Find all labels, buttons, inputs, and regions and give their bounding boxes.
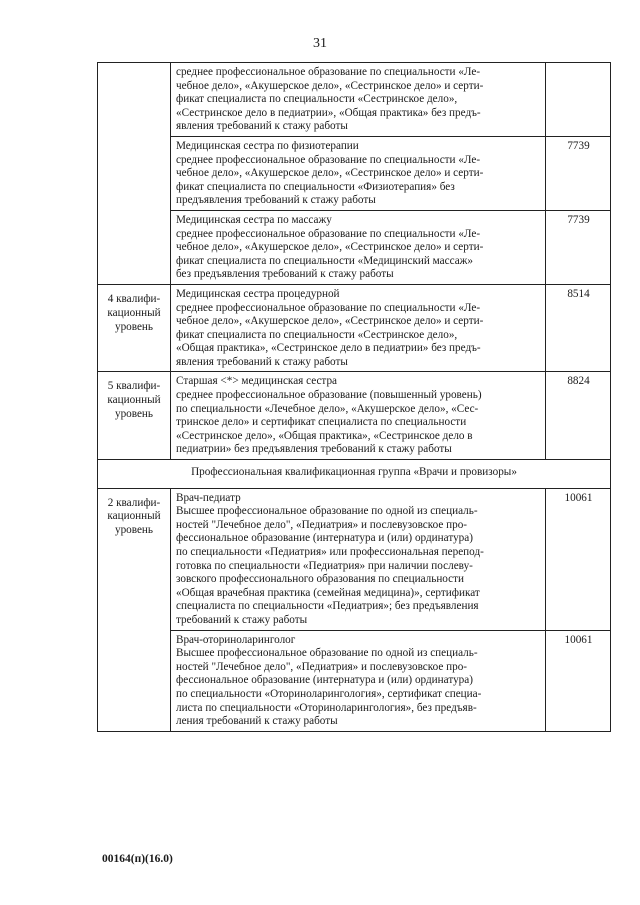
qualification-level-text: кационный — [107, 510, 161, 523]
qualification-level-text: 2 квалифи- — [107, 496, 161, 509]
description-line: готовка по специальности «Педиатрия» при наличии послеву- — [176, 559, 473, 572]
description-line: «Сестринское дело в педиатрии», «Общая практика» без предъ- — [176, 106, 481, 119]
table-row — [98, 210, 611, 284]
description-line: «Общая врачебная практика (семейная медицина)», сертификат — [176, 586, 480, 599]
group-heading-row — [98, 460, 611, 489]
description-line: фессиональное образование (интернатура и (или) ординатура) — [176, 674, 473, 687]
description-line: без предъявления требований к стажу работы — [176, 268, 394, 281]
description-line: Высшее профессиональное образование по одной из специаль- — [176, 647, 478, 660]
qualification-level-text: кационный — [107, 306, 161, 319]
description-line: среднее профессиональное образование (повышенный уровень) — [176, 389, 482, 402]
description-line: листа по специальности «Оториноларингология», без предъяв- — [176, 701, 477, 714]
position-description-line: среднее профессиональное образование по специальности «Ле- — [176, 66, 481, 78]
description-line: Высшее профессиональное образование по одной из специаль- — [176, 505, 478, 518]
description-line: специалиста по специальности «Педиатрия»; без предъявления — [176, 600, 479, 613]
qualification-level-cell — [98, 372, 171, 460]
salary-cell: 10061 — [546, 630, 611, 731]
description-line: чебное дело», «Акушерское дело», «Сестринское дело» и серти- — [176, 79, 484, 92]
description-line: чебное дело», «Акушерское дело», «Сестринское дело» и серти- — [176, 167, 484, 180]
description-line: среднее профессиональное образование по специальности «Ле- — [176, 301, 481, 314]
description-line: ностей "Лечебное дело", «Педиатрия» и послевузовское про- — [176, 518, 468, 531]
description-line: предъявления требований к стажу работы — [176, 194, 376, 207]
description-line: фикат специалиста по специальности «Сестринское дело», — [176, 93, 458, 106]
qualification-level-cell — [98, 488, 171, 731]
table-row — [98, 136, 611, 210]
salary-cell — [546, 63, 611, 137]
position-description-line: Медицинская сестра процедурной — [176, 287, 340, 300]
table-row — [98, 284, 611, 372]
description-line: фикат специалиста по специальности «Физиотерапия» без — [176, 180, 455, 193]
table-body-doctors — [98, 488, 611, 731]
qualification-level-cell — [98, 284, 171, 372]
position-description-line: Медицинская сестра по массажу — [176, 213, 332, 226]
description-line: фикат специалиста по специальности «Медицинский массаж» — [176, 254, 474, 267]
description-line: тринское дело» и сертификат специалиста по специальности — [176, 416, 467, 429]
salary-cell: 8824 — [546, 372, 611, 460]
description-line: зовского профессионального образования по специальности — [176, 573, 465, 586]
position-description-cell — [171, 210, 546, 284]
qualification-level-text: 4 квалифи- — [107, 292, 161, 305]
position-description-cell — [171, 488, 546, 630]
description-line: по специальности «Оториноларингология», сертификат специа- — [176, 687, 482, 700]
document-code: 00164(п)(16.0) — [102, 853, 173, 865]
position-description-cell — [171, 63, 546, 137]
table-row — [98, 372, 611, 460]
description-line: фикат специалиста по специальности «Сестринское дело», — [176, 328, 458, 341]
group-heading: Профессиональная квалификационная группа «Врачи и провизоры» — [98, 460, 611, 489]
qualification-level-text: кационный — [107, 394, 161, 407]
description-line: «Общая практика», «Сестринское дело в педиатрии» без предъ- — [176, 342, 481, 355]
position-description-line: Врач-педиатр — [176, 491, 241, 504]
description-line: среднее профессиональное образование по специальности «Ле- — [176, 153, 481, 166]
description-line: среднее профессиональное образование по специальности «Ле- — [176, 227, 481, 240]
page-number: 31 — [313, 36, 327, 51]
position-description-cell — [171, 630, 546, 731]
qualification-level-cell — [98, 63, 171, 285]
position-description-line: Врач-оториноларинголог — [176, 633, 296, 646]
description-line: ления требований к стажу работы — [176, 715, 338, 728]
description-line: по специальности «Педиатрия» или профессиональная перепод- — [176, 546, 484, 558]
qualification-level-text: 5 квалифи- — [107, 380, 161, 393]
description-line: по специальности «Лечебное дело», «Акушерское дело», «Сес- — [176, 402, 479, 415]
position-description-cell — [171, 136, 546, 210]
table-body-group-heading — [98, 460, 611, 489]
description-line: педиатрии» без предъявления требований к стажу работы — [176, 443, 452, 456]
qualification-table — [97, 62, 611, 732]
position-description-line: Старшая <*> медицинская сестра — [176, 375, 338, 388]
description-line: явления требований к стажу работы — [176, 120, 348, 133]
salary-cell: 8514 — [546, 284, 611, 372]
table-row — [98, 63, 611, 137]
table-body-nurses — [98, 63, 611, 460]
salary-cell: 10061 — [546, 488, 611, 630]
qualification-level-text: уровень — [114, 524, 154, 537]
table-row — [98, 630, 611, 731]
description-line: «Сестринское дело», «Общая практика», «Сестринское дело в — [176, 429, 473, 442]
description-line: требований к стажу работы — [176, 613, 308, 626]
qualification-level-text: уровень — [114, 408, 154, 421]
description-line: ностей "Лечебное дело", «Педиатрия» и послевузовское про- — [176, 660, 468, 673]
salary-cell: 7739 — [546, 210, 611, 284]
position-description-cell — [171, 284, 546, 372]
position-description-line: Медицинская сестра по физиотерапии — [176, 139, 359, 152]
description-line: чебное дело», «Акушерское дело», «Сестринское дело» и серти- — [176, 315, 484, 328]
description-line: явления требований к стажу работы — [176, 355, 348, 368]
table-row — [98, 488, 611, 630]
description-line: чебное дело», «Акушерское дело», «Сестринское дело» и серти- — [176, 241, 484, 254]
salary-cell: 7739 — [546, 136, 611, 210]
position-description-cell — [171, 372, 546, 460]
description-line: фессиональное образование (интернатура и (или) ординатура) — [176, 532, 473, 545]
qualification-level-text: уровень — [114, 320, 154, 333]
